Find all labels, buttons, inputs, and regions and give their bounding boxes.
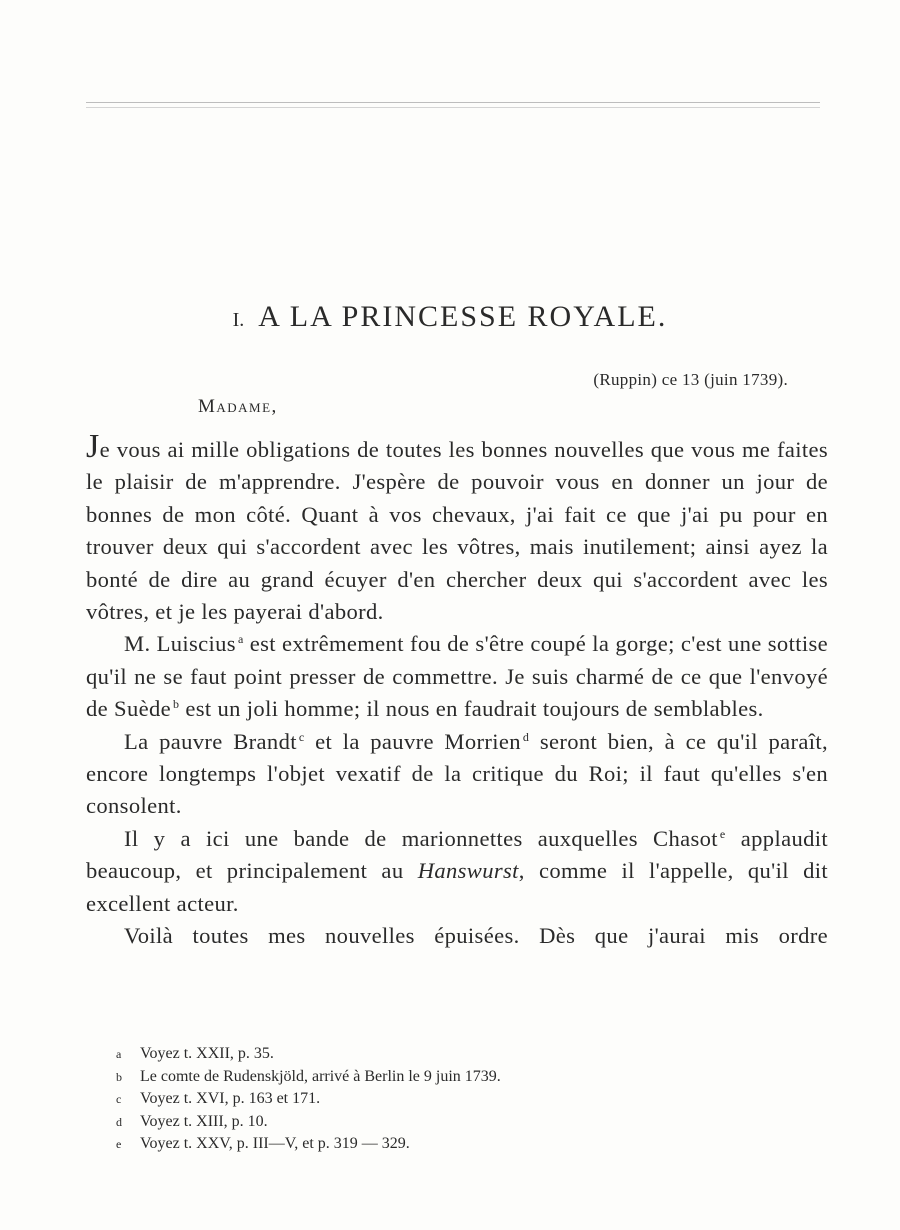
footnote-text: Voyez t. XXII, p. 35. [140, 1045, 274, 1062]
footnote-ref: c [298, 729, 305, 744]
paragraph-4: Il y a ici une bande de marionnettes auxquelles Chasot $^e$ applaudit beaucoup, et principalement au Hanswurst, comme il l'appelle, qu'il dit excellent acteur. [86, 825, 828, 916]
paragraph-1: Je vous ai mille obligations de toutes les bonnes nouvelles que vous me faites le plaisir de m'apprendre. J'espère de pouvoir vous en donner un jour de bonnes de mon côté. Quant à vos chevaux, j'ai fait ce que j'ai pu pour en trouver deux qui s'accordent avec les vôtres, mais inutilement; ainsi ayez la bonté de dire au grand écuyer d'en chercher deux qui s'accordent avec les vôtres, et je les payerai d'abord. [86, 428, 828, 625]
header-rule [86, 102, 820, 108]
footnote-ref: a [237, 632, 244, 647]
footnote [116, 1043, 816, 1066]
footnote [116, 1088, 816, 1111]
paragraph-2: M. Luiscius $^a$ est extrêmement fou de s'être coupé la gorge; c'est une sottise qu'il ne se faut point presser de commettre. Je suis charmé de ce que l'envoyé de Suède $^b$ est un joli homme; il nous en faudrait toujours de semblables. [86, 631, 828, 722]
footnote-text: Voyez t. XIII, p. 10. [140, 1112, 268, 1130]
footnote-mark: c [116, 1092, 122, 1106]
letter-body [86, 428, 828, 953]
letter-heading [0, 300, 900, 334]
letter-number: I. [232, 309, 245, 331]
footnote-mark: a [116, 1047, 122, 1061]
footnote [116, 1133, 816, 1156]
footnote-ref: b [173, 697, 180, 712]
dateline: (Ruppin) ce 13 (juin 1739). [593, 370, 788, 389]
paragraph-5: Voilà toutes mes nouvelles épuisées. Dès que j'aurai mis ordre [124, 923, 828, 949]
footnote-mark: d [116, 1114, 122, 1129]
footnote-mark: b [116, 1069, 122, 1084]
letter-title: A LA PRINCESSE ROYALE. [258, 300, 668, 333]
footnote-ref: e [719, 826, 726, 841]
footnote-text: Voyez t. XVI, p. 163 et 171. [140, 1090, 321, 1107]
initial-letter: J [86, 428, 100, 465]
footnote-ref: d [522, 729, 530, 744]
footnote-text: Le comte de Rudenskjöld, arrivé à Berlin le 9 juin 1739. [140, 1067, 501, 1085]
footnote [116, 1066, 816, 1089]
salutation: Madame, [198, 396, 278, 417]
footnotes [116, 1043, 816, 1156]
footnote-mark: e [116, 1137, 122, 1151]
emphasis-hanswurst: Hanswurst [417, 858, 519, 884]
footnote-text: Voyez t. XXV, p. III—V, et p. 319 — 329. [140, 1135, 410, 1152]
footnote [116, 1111, 816, 1134]
paragraph-3: La pauvre Brandt $^c$ et la pauvre Morrien $^d$ seront bien, à ce qu'il paraît, encore longtemps l'objet vexatif de la critique du Roi; il faut qu'elles s'en consolent. [86, 728, 828, 819]
